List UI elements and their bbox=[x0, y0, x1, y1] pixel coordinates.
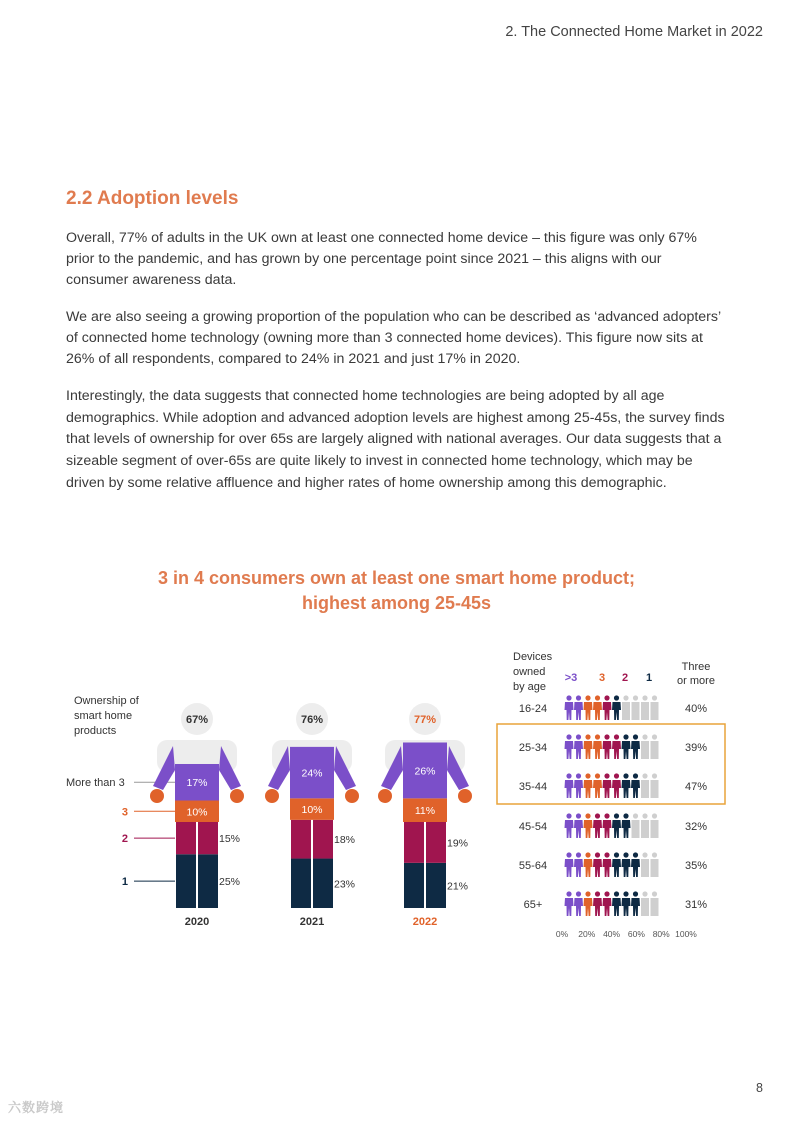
person-icon bbox=[631, 852, 640, 877]
person-icon bbox=[574, 773, 583, 798]
person-icon bbox=[612, 734, 621, 759]
left-hand-2022 bbox=[378, 789, 392, 803]
three-or-more-25-34: 39% bbox=[684, 742, 708, 754]
person-icon bbox=[632, 813, 640, 838]
person-icon bbox=[641, 891, 649, 916]
person-icon bbox=[651, 734, 659, 759]
legend-label-1: 3 bbox=[598, 672, 606, 684]
torso-empty-2022 bbox=[403, 740, 447, 742]
right-hand-2022 bbox=[458, 789, 472, 803]
segment-two-2021-right-leg bbox=[313, 820, 333, 859]
person-icon bbox=[603, 734, 612, 759]
person-icon bbox=[603, 695, 612, 720]
level-label-1: 3 bbox=[121, 806, 128, 819]
year-figures bbox=[150, 703, 472, 928]
person-icon bbox=[622, 695, 630, 720]
legend-label-2: 2 bbox=[621, 672, 629, 684]
age-label-35-44: 35-44 bbox=[518, 781, 548, 793]
segment-two-2020-left-leg bbox=[176, 822, 196, 854]
person-icon bbox=[593, 891, 602, 916]
three-or-more-16-24: 40% bbox=[684, 703, 708, 715]
person-icon bbox=[651, 891, 659, 916]
value-one-2022: 21% bbox=[447, 880, 469, 893]
ownership-by-year-chart bbox=[66, 695, 472, 928]
person-icon bbox=[565, 695, 574, 720]
running-header: 2. The Connected Home Market in 2022 bbox=[505, 24, 763, 40]
value-two-2022: 19% bbox=[447, 837, 469, 850]
person-icon bbox=[641, 852, 649, 877]
three-or-more-55-64: 35% bbox=[684, 860, 708, 872]
right-hand-2021 bbox=[345, 789, 359, 803]
person-icon bbox=[651, 813, 659, 838]
person-icon bbox=[631, 773, 640, 798]
total-label-2022: 77% bbox=[413, 714, 437, 726]
person-icon bbox=[612, 891, 621, 916]
person-icon bbox=[565, 891, 574, 916]
row-header-line-2: owned bbox=[513, 666, 546, 678]
value-more_than_3-2020: 17% bbox=[186, 777, 208, 790]
x-tick-0: 0% bbox=[555, 929, 569, 939]
segment-one-2020-right-leg bbox=[198, 854, 218, 908]
x-tick-4: 80% bbox=[652, 929, 670, 939]
legend-label-3: 1 bbox=[645, 672, 653, 684]
value-more_than_3-2022: 26% bbox=[414, 765, 436, 778]
left-hand-2020 bbox=[150, 789, 164, 803]
legend-title-line-3: products bbox=[74, 725, 117, 737]
person-icon bbox=[584, 773, 593, 798]
age-label-16-24: 16-24 bbox=[518, 703, 548, 715]
person-icon bbox=[574, 813, 583, 838]
value-three-2021: 10% bbox=[301, 804, 323, 817]
person-icon bbox=[603, 813, 612, 838]
person-icon bbox=[622, 773, 631, 798]
person-icon bbox=[565, 813, 574, 838]
figure-2020 bbox=[150, 703, 244, 928]
figure-2022 bbox=[378, 703, 472, 928]
level-label-0: More than 3 bbox=[66, 777, 125, 790]
ownership-infographic bbox=[0, 640, 793, 940]
person-icon bbox=[584, 734, 593, 759]
page-number: 8 bbox=[756, 1081, 763, 1095]
value-two-2021: 18% bbox=[334, 834, 356, 847]
devices-by-age-chart bbox=[497, 651, 725, 939]
person-icon bbox=[631, 734, 640, 759]
chart-title-line-1: 3 in 4 consumers own at least one smart home product; bbox=[157, 568, 636, 588]
segment-one-2021-left-leg bbox=[291, 859, 311, 908]
paragraph-age-demographics: Interestingly, the data suggests that connected home technologies are being adopted by all age demographics. While adoption and advanced adoption levels are highest among 25-45s, the survey finds that levels of ownership for over 65s are largely aligned with national averages. Our data suggests that a sizeable segment of over-65s are quite likely to invest in connected home technology, which may be driven by some relative affluence and higher rates of home ownership among this demographic. bbox=[66, 388, 725, 491]
person-icon bbox=[641, 734, 649, 759]
person-icon bbox=[574, 852, 583, 877]
paragraph-overall-adoption: Overall, 77% of adults in the UK own at least one connected home device – this figure was only 67% prior to the pandemic, and has grown by one percentage point since 2021 – this aligns with our consumer awareness data. bbox=[66, 230, 697, 288]
three-or-more-45-54: 32% bbox=[684, 821, 708, 833]
legend-label-0: >3 bbox=[564, 672, 578, 684]
person-icon bbox=[651, 773, 659, 798]
year-label-2020: 2020 bbox=[184, 916, 210, 928]
x-tick-1: 20% bbox=[578, 929, 596, 939]
segment-two-2022-right-leg bbox=[426, 822, 446, 863]
column-header-line-1: Three bbox=[681, 661, 711, 673]
left-hand-2021 bbox=[265, 789, 279, 803]
section-title: 2.2 Adoption levels bbox=[66, 188, 239, 209]
person-icon bbox=[593, 734, 602, 759]
x-tick-5: 100% bbox=[675, 929, 697, 939]
age-label-25-34: 25-34 bbox=[518, 742, 548, 754]
paragraph-advanced-adopters: We are also seeing a growing proportion of the population who can be described as ‘advanced adopters’ of connected home technology (owning more than 3 connected home devices). This figure now sits at 26% of all respondents, compared to 24% in 2021 and just 17% in 2020. bbox=[66, 309, 721, 367]
person-icon bbox=[651, 695, 659, 720]
person-icon bbox=[612, 773, 621, 798]
age-row-55-64 bbox=[519, 852, 707, 877]
segment-one-2022-left-leg bbox=[404, 863, 424, 908]
person-icon bbox=[593, 813, 602, 838]
segment-two-2021-left-leg bbox=[291, 820, 311, 859]
total-label-2020: 67% bbox=[185, 714, 209, 726]
person-icon bbox=[612, 695, 621, 720]
three-or-more-65+: 31% bbox=[684, 899, 708, 911]
right-hand-2020 bbox=[230, 789, 244, 803]
person-icon bbox=[584, 813, 593, 838]
age-row-65+ bbox=[524, 891, 708, 916]
person-icon bbox=[603, 891, 612, 916]
segment-two-2020-right-leg bbox=[198, 822, 218, 854]
person-icon bbox=[565, 773, 574, 798]
year-label-2021: 2021 bbox=[299, 916, 325, 928]
person-icon bbox=[632, 695, 640, 720]
person-icon bbox=[603, 852, 612, 877]
person-icon bbox=[584, 891, 593, 916]
age-label-55-64: 55-64 bbox=[518, 860, 548, 872]
value-two-2020: 15% bbox=[219, 833, 241, 846]
legend-title-line-2: smart home bbox=[74, 710, 133, 722]
person-icon bbox=[574, 891, 583, 916]
person-icon bbox=[574, 695, 583, 720]
person-icon bbox=[631, 891, 640, 916]
person-icon bbox=[565, 734, 574, 759]
x-axis-ticks bbox=[556, 929, 697, 939]
torso-empty-2021 bbox=[290, 740, 334, 747]
age-row-45-54 bbox=[519, 813, 707, 838]
year-label-2022: 2022 bbox=[412, 916, 438, 928]
age-rows bbox=[519, 695, 707, 916]
watermark: 六数跨境 bbox=[8, 1100, 65, 1115]
age-legend bbox=[565, 672, 652, 684]
person-icon bbox=[622, 734, 631, 759]
person-icon bbox=[651, 852, 659, 877]
person-icon bbox=[574, 734, 583, 759]
person-icon bbox=[612, 852, 621, 877]
person-icon bbox=[584, 695, 593, 720]
person-icon bbox=[612, 813, 621, 838]
segment-two-2022-left-leg bbox=[404, 822, 424, 863]
row-header-line-1: Devices bbox=[513, 651, 553, 663]
segment-one-2022-right-leg bbox=[426, 863, 446, 908]
column-header-line-2: or more bbox=[677, 675, 715, 687]
person-icon bbox=[565, 852, 574, 877]
level-label-2: 2 bbox=[121, 833, 128, 846]
figure-2021 bbox=[265, 703, 359, 928]
age-label-45-54: 45-54 bbox=[518, 821, 548, 833]
person-icon bbox=[622, 852, 631, 877]
chart-title-line-2: highest among 25-45s bbox=[301, 593, 492, 613]
person-icon bbox=[593, 695, 602, 720]
age-row-35-44 bbox=[519, 773, 707, 798]
torso-empty-2020 bbox=[175, 740, 219, 764]
total-label-2021: 76% bbox=[300, 714, 324, 726]
value-three-2022: 11% bbox=[414, 805, 436, 818]
age-row-16-24 bbox=[519, 695, 707, 720]
person-icon bbox=[593, 852, 602, 877]
level-label-3: 1 bbox=[121, 876, 128, 889]
segment-one-2020-left-leg bbox=[176, 854, 196, 908]
person-icon bbox=[622, 891, 631, 916]
value-one-2020: 25% bbox=[219, 876, 241, 889]
segment-one-2021-right-leg bbox=[313, 859, 333, 908]
person-icon bbox=[603, 773, 612, 798]
person-icon bbox=[622, 813, 631, 838]
person-icon bbox=[593, 773, 602, 798]
chart-title bbox=[0, 566, 793, 616]
person-icon bbox=[584, 852, 593, 877]
x-tick-3: 60% bbox=[627, 929, 645, 939]
row-header-line-3: by age bbox=[513, 681, 547, 693]
person-icon bbox=[641, 813, 649, 838]
x-tick-2: 40% bbox=[603, 929, 621, 939]
value-more_than_3-2021: 24% bbox=[301, 767, 323, 780]
age-row-25-34 bbox=[519, 734, 707, 759]
legend-title-line-1: Ownership of bbox=[74, 695, 139, 707]
value-one-2021: 23% bbox=[334, 878, 356, 891]
person-icon bbox=[641, 773, 649, 798]
age-label-65+: 65+ bbox=[523, 899, 543, 911]
three-or-more-35-44: 47% bbox=[684, 781, 708, 793]
value-three-2020: 10% bbox=[186, 806, 208, 819]
person-icon bbox=[641, 695, 649, 720]
